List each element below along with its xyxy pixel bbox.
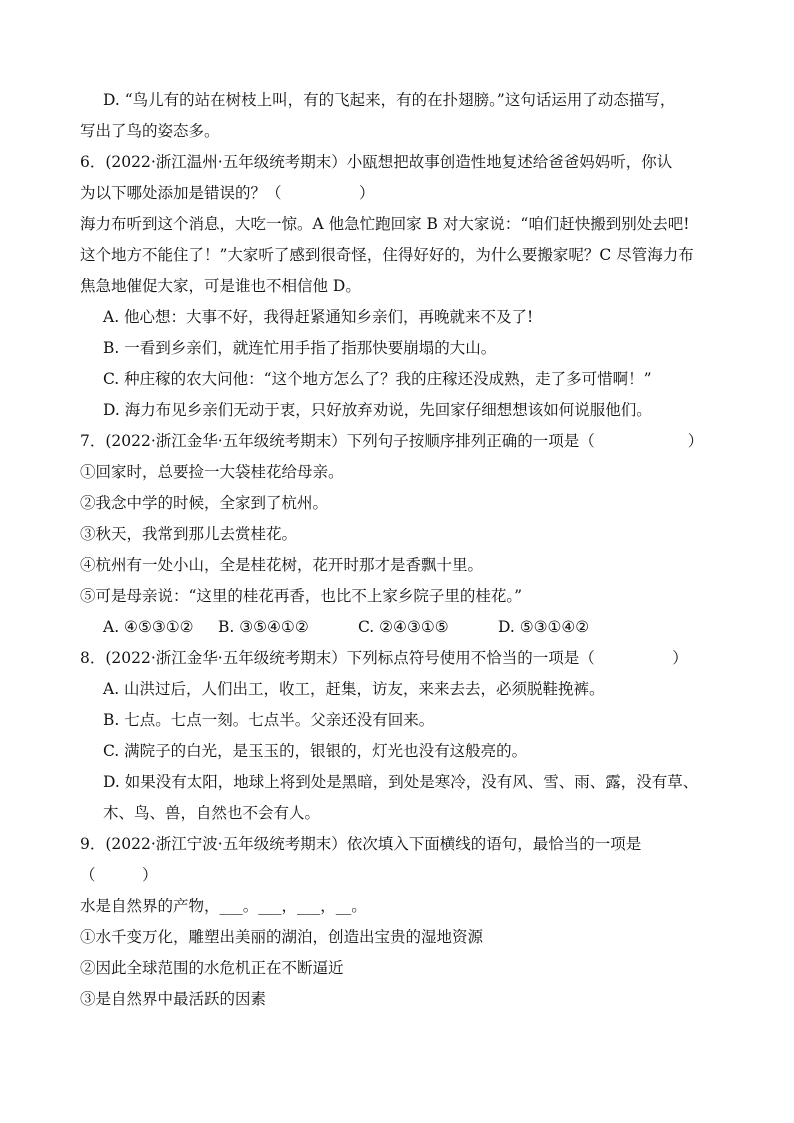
q7-question-line1: 7．(2022·浙江金华·五年级统考期末）下列句子按顺序排列正确的一项是（ ）	[80, 432, 704, 450]
q9-question-line1: 9．(2022·浙江宁波·五年级统考期末）依次填入下面横线的语句，最恰当的一项是	[80, 835, 642, 853]
q7-sentence-2: ②我念中学的时候，全家到了杭州。	[80, 494, 329, 512]
q7-option-b: B. ③⑤④①②	[218, 618, 309, 636]
q8-question-line1: 8．(2022·浙江金华·五年级统考期末）下列标点符号使用不恰当的一项是（ ）	[80, 649, 688, 667]
q6-question-line2: 为以下哪处添加是错误的？（ ）	[80, 184, 375, 202]
q8-option-d-line1: D. 如果没有太阳，地球上将到处是黑暗，到处是寒冷，没有风、雪、雨、露，没有草、	[103, 773, 699, 791]
q7-sentence-4: ④杭州有一处小山，全是桂花树，花开时那才是香飘十里。	[80, 556, 484, 574]
q9-sentence-1: ①水千变万化，雕塑出美丽的湖泊，创造出宝贵的湿地资源	[80, 928, 484, 946]
q7-option-c: C. ②④③①⑤	[358, 618, 449, 636]
q5-option-d-line1: D. “鸟儿有的站在树枝上叫，有的飞起来，有的在扑翅膀。”这句话运用了动态描写，	[103, 91, 676, 109]
q6-passage-line3: 焦急地催促大家，可是谁也不相信他 D。	[80, 277, 361, 295]
q9-question-line2: （ ）	[80, 866, 158, 884]
q9-sentence-2: ②因此全球范围的水危机正在不断逼近	[80, 959, 344, 977]
q7-option-a: A. ④⑤③①②	[103, 618, 194, 636]
q8-option-a: A. 山洪过后，人们出工，收工，赶集，访友，来来去去，必须脱鞋挽裤。	[103, 680, 605, 698]
q7-options-row	[103, 617, 763, 637]
q6-question-line1: 6．(2022·浙江温州·五年级统考期末）小瓯想把故事创造性地复述给爸爸妈妈听，你认	[80, 153, 673, 171]
q6-option-a: A. 他心想：大事不好，我得赶紧通知乡亲们，再晚就来不及了!	[103, 308, 534, 326]
q7-option-d: D. ⑤③①④②	[498, 618, 590, 636]
q6-passage-line2: 这个地方不能住了！”大家听了感到很奇怪，住得好好的，为什么要搬家呢？C 尽管海力布	[80, 246, 694, 264]
q7-sentence-1: ①回家时，总要捡一大袋桂花给母亲。	[80, 463, 344, 481]
q7-sentence-3: ③秋天，我常到那儿去赏桂花。	[80, 525, 298, 543]
q5-option-d-line2	[80, 121, 740, 141]
q8-option-c: C. 满院子的白光，是玉玉的，银银的，灯光也没有这般亮的。	[103, 742, 528, 760]
q6-option-d: D. 海力布见乡亲们无动于衷，只好放弃劝说，先回家仔细想想该如何说服他们。	[103, 401, 652, 419]
q8-option-d-line2: 木、鸟、兽，自然也不会有人。	[103, 804, 321, 822]
q6-option-c: C. 种庄稼的农大问他：“这个地方怎么了？我的庄稼还没成熟，走了多可惜啊！”	[103, 370, 652, 388]
q9-sentence-3: ③是自然界中最活跃的因素	[80, 990, 267, 1008]
q8-option-b: B. 七点。七点一刻。七点半。父亲还没有回来。	[103, 711, 435, 729]
q9-stem: 水是自然界的产物，___。___，___，__。	[80, 897, 367, 915]
q6-passage-line1: 海力布听到这个消息，大吃一惊。A 他急忙跑回家 B 对大家说：“咱们赶快搬到别处去吧!	[80, 215, 690, 233]
q5-option-d-line2-text: 写出了鸟的姿态多。	[80, 122, 220, 140]
q7-sentence-5: ⑤可是母亲说：“这里的桂花再香，也比不上家乡院子里的桂花。”	[80, 587, 523, 605]
q6-option-b: B. 一看到乡亲们，就连忙用手指了指那快要崩塌的大山。	[103, 339, 497, 357]
